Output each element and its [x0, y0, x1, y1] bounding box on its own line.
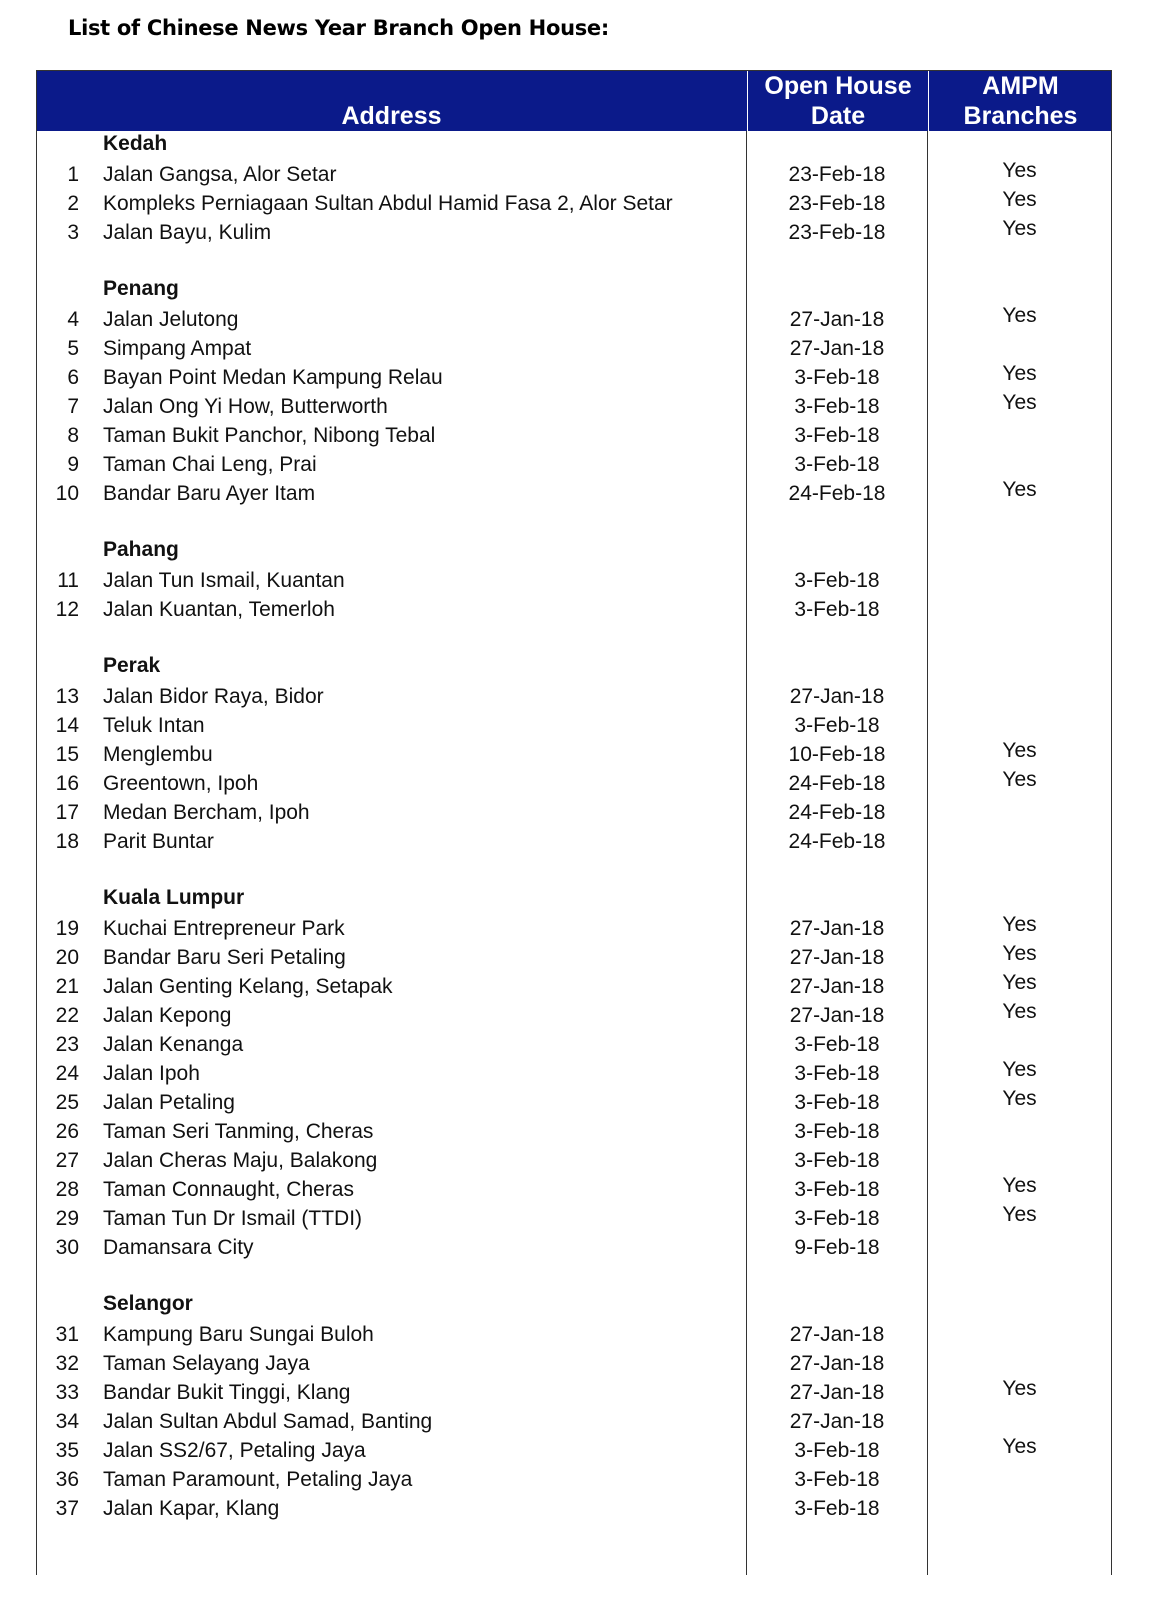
branch-address: Jalan SS2/67, Petaling Jaya: [103, 1439, 366, 1462]
row-number: 23: [55, 1033, 79, 1056]
row-number: 13: [55, 685, 79, 708]
table-row: [37, 1117, 1111, 1146]
open-house-date: 3-Feb-18: [794, 1062, 880, 1085]
region-row: [37, 885, 1111, 914]
open-house-date: 3-Feb-18: [794, 453, 880, 476]
open-house-date: 27-Jan-18: [789, 1352, 885, 1375]
ampm-flag: Yes: [1002, 1174, 1037, 1197]
row-number: 3: [67, 221, 79, 244]
region-heading: Kedah: [103, 132, 168, 155]
table-row: [37, 218, 1111, 247]
open-house-date: 27-Jan-18: [789, 1381, 885, 1404]
table-header: [37, 71, 1111, 131]
branch-address: Taman Seri Tanming, Cheras: [103, 1120, 374, 1143]
table-row: [37, 1233, 1111, 1262]
open-house-date: 3-Feb-18: [794, 1178, 880, 1201]
row-number: 8: [67, 424, 79, 447]
table-row: [37, 479, 1111, 508]
table-row: [37, 1001, 1111, 1030]
open-house-date: 27-Jan-18: [789, 1004, 885, 1027]
row-number: 4: [67, 308, 79, 331]
group-spacer: [37, 624, 1111, 653]
table-row: [37, 421, 1111, 450]
table-row: [37, 1407, 1111, 1436]
header-address: [37, 71, 746, 131]
header-ampm-line1: AMPM: [982, 72, 1059, 100]
table-row: [37, 1030, 1111, 1059]
ampm-flag: Yes: [1002, 217, 1037, 240]
row-number: 31: [55, 1323, 79, 1346]
group-spacer: [37, 856, 1111, 885]
open-house-date: 27-Jan-18: [789, 1410, 885, 1433]
header-date-line2: Date: [810, 102, 866, 130]
branch-address: Bayan Point Medan Kampung Relau: [103, 366, 443, 389]
table-row: [37, 1320, 1111, 1349]
branch-address: Jalan Kuantan, Temerloh: [103, 598, 335, 621]
row-number: 9: [67, 453, 79, 476]
open-house-date: 3-Feb-18: [794, 598, 880, 621]
open-house-date: 3-Feb-18: [794, 366, 880, 389]
row-number: 34: [55, 1410, 79, 1433]
branch-address: Taman Chai Leng, Prai: [103, 453, 317, 476]
table-row: [37, 711, 1111, 740]
open-house-date: 3-Feb-18: [794, 714, 880, 737]
table-row: [37, 189, 1111, 218]
table-row: [37, 1465, 1111, 1494]
table-row: [37, 334, 1111, 363]
row-number: 22: [55, 1004, 79, 1027]
open-house-date: 27-Jan-18: [789, 337, 885, 360]
row-number: 29: [55, 1207, 79, 1230]
branch-address: Bandar Baru Ayer Itam: [103, 482, 316, 505]
row-number: 36: [55, 1468, 79, 1491]
open-house-date: 3-Feb-18: [794, 1439, 880, 1462]
branch-address: Bandar Baru Seri Petaling: [103, 946, 346, 969]
branch-address: Jalan Ong Yi How, Butterworth: [103, 395, 388, 418]
open-house-date: 23-Feb-18: [788, 221, 886, 244]
row-number: 30: [55, 1236, 79, 1259]
open-house-date: 3-Feb-18: [794, 1033, 880, 1056]
row-number: 18: [55, 830, 79, 853]
table-row: [37, 1175, 1111, 1204]
row-number: 26: [55, 1120, 79, 1143]
branch-address: Jalan Sultan Abdul Samad, Banting: [103, 1410, 433, 1433]
branch-address: Kampung Baru Sungai Buloh: [103, 1323, 374, 1346]
branch-address: Jalan Bidor Raya, Bidor: [103, 685, 324, 708]
table-row: [37, 1378, 1111, 1407]
row-number: 15: [55, 743, 79, 766]
open-house-date: 3-Feb-18: [794, 1497, 880, 1520]
row-number: 2: [67, 192, 79, 215]
region-heading: Penang: [103, 277, 179, 300]
table-row: [37, 798, 1111, 827]
ampm-flag: Yes: [1002, 188, 1037, 211]
row-number: 1: [67, 163, 79, 186]
table-row: [37, 1349, 1111, 1378]
open-house-date: 27-Jan-18: [789, 1323, 885, 1346]
row-number: 21: [55, 975, 79, 998]
branch-address: Jalan Genting Kelang, Setapak: [103, 975, 393, 998]
branch-address: Kuchai Entrepreneur Park: [103, 917, 345, 940]
open-house-date: 24-Feb-18: [788, 772, 886, 795]
open-house-date: 10-Feb-18: [788, 743, 886, 766]
row-number: 10: [55, 482, 79, 505]
branch-address: Jalan Bayu, Kulim: [103, 221, 272, 244]
branch-address: Taman Selayang Jaya: [103, 1352, 310, 1375]
header-date: [747, 71, 928, 131]
table-row: [37, 972, 1111, 1001]
open-house-date: 27-Jan-18: [789, 946, 885, 969]
row-number: 6: [67, 366, 79, 389]
ampm-flag: Yes: [1002, 1000, 1037, 1023]
table-row: [37, 914, 1111, 943]
open-house-date: 9-Feb-18: [794, 1236, 880, 1259]
group-spacer: [37, 508, 1111, 537]
table-row: [37, 1059, 1111, 1088]
region-heading: Pahang: [103, 538, 179, 561]
region-row: [37, 1291, 1111, 1320]
branch-address: Jalan Kenanga: [103, 1033, 244, 1056]
row-number: 19: [55, 917, 79, 940]
ampm-flag: Yes: [1002, 362, 1037, 385]
region-row: [37, 537, 1111, 566]
row-number: 17: [55, 801, 79, 824]
ampm-flag: Yes: [1002, 1203, 1037, 1226]
ampm-flag: Yes: [1002, 478, 1037, 501]
branch-address: Jalan Kapar, Klang: [103, 1497, 280, 1520]
open-house-date: 3-Feb-18: [794, 424, 880, 447]
region-row: [37, 276, 1111, 305]
row-number: 20: [55, 946, 79, 969]
row-number: 27: [55, 1149, 79, 1172]
open-house-date: 3-Feb-18: [794, 395, 880, 418]
open-house-date: 3-Feb-18: [794, 569, 880, 592]
region-row: [37, 131, 1111, 160]
open-house-date: 27-Jan-18: [789, 975, 885, 998]
document-title: List of Chinese News Year Branch Open House:: [68, 16, 609, 40]
branch-address: Simpang Ampat: [103, 337, 252, 360]
region-heading: Kuala Lumpur: [103, 886, 245, 909]
branch-address: Damansara City: [103, 1236, 254, 1259]
table-row: [37, 363, 1111, 392]
branch-address: Jalan Cheras Maju, Balakong: [103, 1149, 378, 1172]
table-row: [37, 1204, 1111, 1233]
region-heading: Perak: [103, 654, 161, 677]
open-house-date: 24-Feb-18: [788, 801, 886, 824]
branch-address: Jalan Gangsa, Alor Setar: [103, 163, 337, 186]
open-house-date: 3-Feb-18: [794, 1149, 880, 1172]
region-row: [37, 653, 1111, 682]
region-heading: Selangor: [103, 1292, 193, 1315]
table-row: [37, 1494, 1111, 1523]
table-row: [37, 740, 1111, 769]
table-row: [37, 595, 1111, 624]
branch-address: Jalan Ipoh: [103, 1062, 200, 1085]
open-house-date: 23-Feb-18: [788, 192, 886, 215]
table-row: [37, 566, 1111, 595]
ampm-flag: Yes: [1002, 1377, 1037, 1400]
table-row: [37, 682, 1111, 711]
row-number: 28: [55, 1178, 79, 1201]
group-spacer: [37, 1262, 1111, 1291]
open-house-date: 27-Jan-18: [789, 685, 885, 708]
branch-address: Taman Paramount, Petaling Jaya: [103, 1468, 413, 1491]
row-number: 33: [55, 1381, 79, 1404]
table-row: [37, 769, 1111, 798]
table-row: [37, 392, 1111, 421]
branch-address: Taman Bukit Panchor, Nibong Tebal: [103, 424, 436, 447]
table-row: [37, 160, 1111, 189]
branch-address: Parit Buntar: [103, 830, 214, 853]
branch-address: Medan Bercham, Ipoh: [103, 801, 310, 824]
branch-address: Kompleks Perniagaan Sultan Abdul Hamid Fasa 2, Alor Setar: [103, 192, 673, 215]
branch-address: Jalan Tun Ismail, Kuantan: [103, 569, 345, 592]
open-house-table: [36, 70, 1112, 1575]
row-number: 37: [55, 1497, 79, 1520]
branch-address: Jalan Kepong: [103, 1004, 232, 1027]
table-body: [37, 131, 1111, 1523]
ampm-flag: Yes: [1002, 159, 1037, 182]
row-number: 7: [67, 395, 79, 418]
header-ampm: [928, 71, 1112, 131]
branch-address: Teluk Intan: [103, 714, 205, 737]
open-house-date: 27-Jan-18: [789, 917, 885, 940]
row-number: 14: [55, 714, 79, 737]
group-spacer: [37, 247, 1111, 276]
open-house-date: 3-Feb-18: [794, 1120, 880, 1143]
ampm-flag: Yes: [1002, 391, 1037, 414]
branch-address: Taman Connaught, Cheras: [103, 1178, 354, 1201]
header-address-label: Address: [341, 102, 442, 130]
table-row: [37, 827, 1111, 856]
ampm-flag: Yes: [1002, 913, 1037, 936]
row-number: 12: [55, 598, 79, 621]
open-house-date: 3-Feb-18: [794, 1468, 880, 1491]
open-house-date: 24-Feb-18: [788, 830, 886, 853]
open-house-date: 3-Feb-18: [794, 1207, 880, 1230]
row-number: 11: [57, 569, 79, 592]
open-house-date: 23-Feb-18: [788, 163, 886, 186]
row-number: 32: [55, 1352, 79, 1375]
table-row: [37, 1146, 1111, 1175]
row-number: 35: [55, 1439, 79, 1462]
branch-address: Bandar Bukit Tinggi, Klang: [103, 1381, 351, 1404]
ampm-flag: Yes: [1002, 739, 1037, 762]
branch-address: Jalan Jelutong: [103, 308, 239, 331]
table-row: [37, 943, 1111, 972]
ampm-flag: Yes: [1002, 971, 1037, 994]
branch-address: Menglembu: [103, 743, 213, 766]
ampm-flag: Yes: [1002, 1058, 1037, 1081]
table-row: [37, 1436, 1111, 1465]
ampm-flag: Yes: [1002, 942, 1037, 965]
branch-address: Jalan Petaling: [103, 1091, 235, 1114]
open-house-date: 27-Jan-18: [789, 308, 885, 331]
row-number: 5: [67, 337, 79, 360]
branch-address: Taman Tun Dr Ismail (TTDI): [103, 1207, 363, 1230]
ampm-flag: Yes: [1002, 1087, 1037, 1110]
ampm-flag: Yes: [1002, 304, 1037, 327]
open-house-date: 3-Feb-18: [794, 1091, 880, 1114]
ampm-flag: Yes: [1002, 768, 1037, 791]
row-number: 24: [55, 1062, 79, 1085]
header-date-line1: Open House: [764, 72, 912, 100]
table-row: [37, 1088, 1111, 1117]
row-number: 25: [55, 1091, 79, 1114]
row-number: 16: [55, 772, 79, 795]
ampm-flag: Yes: [1002, 1435, 1037, 1458]
open-house-date: 24-Feb-18: [788, 482, 886, 505]
branch-address: Greentown, Ipoh: [103, 772, 259, 795]
header-ampm-line2: Branches: [963, 102, 1078, 130]
table-row: [37, 450, 1111, 479]
table-row: [37, 305, 1111, 334]
